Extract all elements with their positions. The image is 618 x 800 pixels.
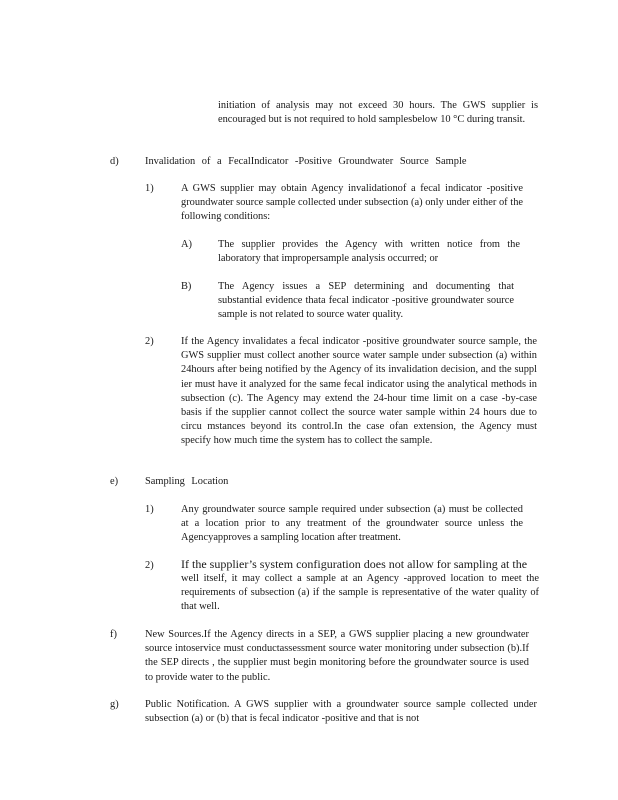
section-e-item-2-label: 2)	[145, 560, 154, 571]
section-e-label: e)	[110, 476, 119, 487]
section-f-label: f)	[110, 629, 117, 640]
section-e-item-1-text: Any groundwater source sample required under subsection (a) must be collected at a location prior to any treatment of the groundwater source unless the Agencyapproves a sampling location after treatment.	[181, 504, 523, 544]
section-d-item-1-sub-a-label: A)	[181, 239, 192, 250]
section-d-item-1-text: A GWS supplier may obtain Agency invalidationof a fecal indicator -positive groundwater source sample collected under subsection (a) only under either of the following conditions:	[181, 183, 523, 223]
section-g-label: g)	[110, 699, 119, 710]
section-d-label: d)	[110, 156, 119, 167]
section-e-item-2-text: well itself, it may collect a sample at an Agency -approved location to meet the requirements of subsection (a) if the sample is representative of the water quality of that well.	[181, 573, 539, 613]
section-e-item-1-label: 1)	[145, 504, 154, 515]
section-d-item-1-label: 1)	[145, 183, 154, 194]
section-f-text: New Sources.If the Agency directs in a SEP, a GWS supplier placing a new groundwater source intoservice must conductassessment source water monitoring under subsection (b).If the SEP directs , the supplier must begin monitoring before the groundwater source is used to provide water to the public.	[145, 629, 529, 683]
intro-paragraph: initiation of analysis may not exceed 30 hours. The GWS supplier is encouraged but is not required to hold samplesbelow 10 °C during transit.	[218, 100, 538, 126]
section-e-item-2-first-line: If the supplier’s system configuration does not allow for sampling at the	[181, 557, 528, 571]
section-d-title: Invalidation of a FecalIndicator -Positive Groundwater Source Sample	[145, 156, 467, 167]
section-d-item-1-sub-b-text: The Agency issues a SEP determining and documenting that substantial evidence thata fecal indicator -positive groundwater source sample is not related to source water quality.	[218, 281, 514, 321]
section-d-item-2-text: If the Agency invalidates a fecal indicator -positive groundwater source sample, the GWS supplier must collect another source water sample under subsection (a) within 24hours after being notified by the Agency of its invalidation decision, and the suppl ier must have it analyzed for the same fecal indicator using the analytical methods in subsection (c). The Agency may extend the 24-hour time limit on a case -by-case basis if the supplier cannot collect the source water sample within 24 hours due to circu mstances beyond its control.In the case ofan extension, the Agency must specify how much time the system has to collect the sample.	[181, 336, 537, 447]
section-d-item-2-label: 2)	[145, 336, 154, 347]
section-e-title: Sampling Location	[145, 476, 229, 487]
section-d-item-1-sub-b-label: B)	[181, 281, 192, 292]
section-d-item-1-sub-a-text: The supplier provides the Agency with written notice from the laboratory that impropersample analysis occurred; or	[218, 239, 520, 265]
section-g-text: Public Notification. A GWS supplier with a groundwater source sample collected under subsection (a) or (b) that is fecal indicator -positive and that is not	[145, 699, 537, 725]
